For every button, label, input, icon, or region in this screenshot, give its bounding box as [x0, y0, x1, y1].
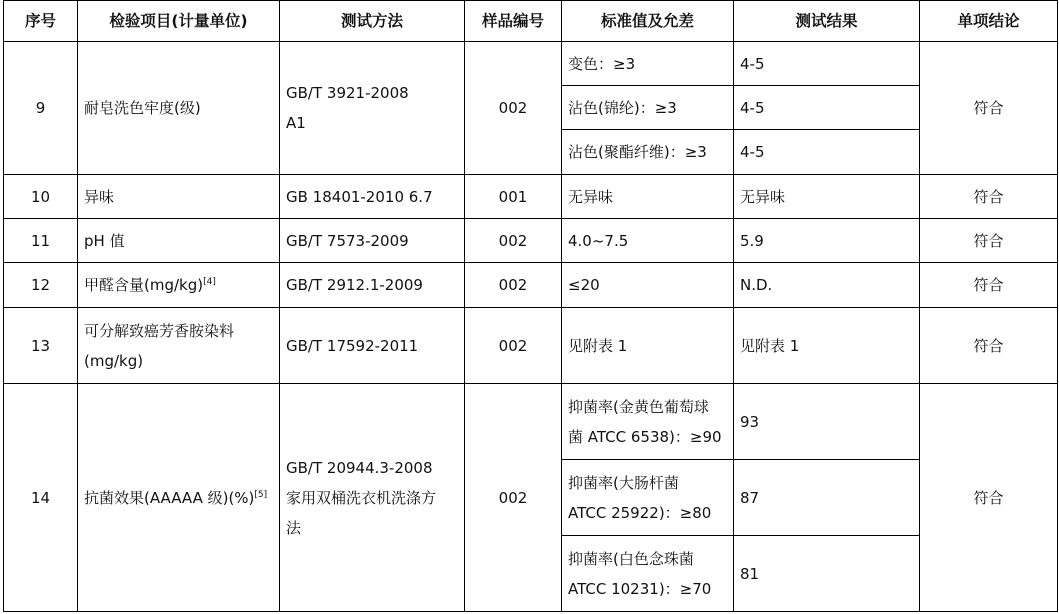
row-standard: 沾色(锦纶)：≥3 [562, 86, 734, 130]
row-conclusion: 符合 [920, 219, 1058, 263]
row-result: 87 [734, 460, 920, 536]
row-result: 5.9 [734, 219, 920, 263]
row-standard: ≤20 [562, 263, 734, 308]
row-item: 耐皂洗色牢度(级) [78, 42, 280, 175]
row-no: 9 [4, 42, 78, 175]
table-row [4, 384, 1058, 460]
header-sample: 样品编号 [465, 1, 562, 42]
header-seq: 序号 [4, 1, 78, 42]
row-no: 11 [4, 219, 78, 263]
row-item [78, 384, 280, 612]
standard-line: 抑菌率(大肠杆菌 [568, 473, 679, 492]
row-method [280, 42, 465, 175]
standard-line: 抑菌率(白色念珠菌 [568, 549, 694, 568]
method-line: GB/T 3921-2008 [286, 84, 409, 102]
row-result: 无异味 [734, 175, 920, 219]
row-no: 13 [4, 308, 78, 384]
footnote-ref: [4] [203, 277, 216, 287]
method-line: A1 [286, 114, 306, 132]
row-item: 异味 [78, 175, 280, 219]
footnote-ref: [5] [254, 489, 268, 500]
row-conclusion: 符合 [920, 42, 1058, 175]
test-report-table [3, 0, 1058, 612]
header-result: 测试结果 [734, 1, 920, 42]
header-method: 测试方法 [280, 1, 465, 42]
table-row [4, 308, 1058, 384]
row-standard: 变色：≥3 [562, 42, 734, 86]
row-no: 12 [4, 263, 78, 308]
row-sample: 002 [465, 219, 562, 263]
row-result: N.D. [734, 263, 920, 308]
row-method: GB/T 7573-2009 [280, 219, 465, 263]
row-standard [562, 536, 734, 612]
row-result: 93 [734, 384, 920, 460]
item-line: (mg/kg) [84, 351, 144, 370]
report-table-wrapper [3, 0, 1058, 612]
row-item: pH 值 [78, 219, 280, 263]
row-result: 81 [734, 536, 920, 612]
row-result: 4-5 [734, 42, 920, 86]
item-text: 抗菌效果(AAAAA 级)(%) [84, 488, 255, 507]
table-row [4, 219, 1058, 263]
row-standard: 沾色(聚酯纤维)：≥3 [562, 130, 734, 175]
row-sample: 002 [465, 263, 562, 308]
row-standard: 见附表 1 [562, 308, 734, 384]
row-sample: 002 [465, 42, 562, 175]
row-result: 4-5 [734, 130, 920, 175]
row-conclusion: 符合 [920, 263, 1058, 308]
row-no: 10 [4, 175, 78, 219]
row-item [78, 308, 280, 384]
row-standard [562, 384, 734, 460]
item-text: 甲醛含量(mg/kg) [84, 276, 204, 294]
method-line: 家用双桶洗衣机洗涤方 [286, 488, 437, 507]
table-row [4, 42, 1058, 86]
row-method: GB/T 17592-2011 [280, 308, 465, 384]
standard-line: ATCC 25922)：≥80 [568, 503, 712, 522]
row-method: GB/T 2912.1-2009 [280, 263, 465, 308]
table-row [4, 175, 1058, 219]
row-conclusion: 符合 [920, 175, 1058, 219]
row-result: 见附表 1 [734, 308, 920, 384]
row-conclusion: 符合 [920, 384, 1058, 612]
row-standard: 4.0~7.5 [562, 219, 734, 263]
standard-line: 抑菌率(金黄色葡萄球 [568, 397, 709, 416]
header-conclusion: 单项结论 [920, 1, 1058, 42]
row-result: 4-5 [734, 86, 920, 130]
header-row [4, 1, 1058, 42]
row-standard [562, 460, 734, 536]
method-line: GB/T 20944.3-2008 [286, 458, 433, 477]
row-sample: 001 [465, 175, 562, 219]
row-sample: 002 [465, 384, 562, 612]
row-method: GB 18401-2010 6.7 [280, 175, 465, 219]
row-standard: 无异味 [562, 175, 734, 219]
standard-line: 菌 ATCC 6538)：≥90 [568, 427, 722, 446]
header-item: 检验项目(计量单位) [78, 1, 280, 42]
row-item [78, 263, 280, 308]
row-method [280, 384, 465, 612]
standard-line: ATCC 10231)：≥70 [568, 579, 712, 598]
row-conclusion: 符合 [920, 308, 1058, 384]
header-standard: 标准值及允差 [562, 1, 734, 42]
row-sample: 002 [465, 308, 562, 384]
item-line: 可分解致癌芳香胺染料 [84, 321, 235, 340]
table-row [4, 263, 1058, 308]
method-line: 法 [286, 518, 302, 537]
row-no: 14 [4, 384, 78, 612]
